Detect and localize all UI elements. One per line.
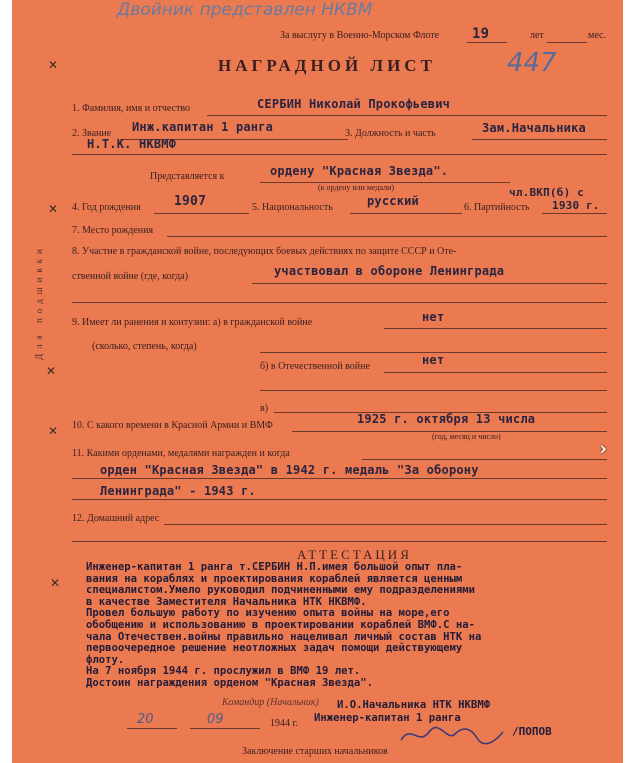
top-scrawl: Двойник представлен НКВМ bbox=[117, 0, 373, 20]
field-4-label: 4. Год рождения bbox=[72, 202, 141, 213]
footer-label: Заключение старших начальников bbox=[242, 746, 388, 757]
sheet-number: 447 bbox=[507, 48, 557, 78]
field-3-value-2: Н.Т.К. НКВМФ bbox=[87, 137, 177, 151]
attestation-line: Инженер-капитан 1 ранга т.СЕРБИН Н.П.имея большой опыт пла- bbox=[86, 561, 463, 573]
field-9-label-b: б) в Отечественной войне bbox=[260, 361, 370, 372]
attestation-line: Достоин награждения орденом "Красная Звезда". bbox=[86, 676, 374, 689]
signatory-name: /ПОПОВ bbox=[512, 725, 552, 738]
field-8-label-2: ственной войне (где, когда) bbox=[72, 271, 189, 282]
field-9-value-a: нет bbox=[422, 310, 445, 324]
date-day: 20 bbox=[137, 712, 154, 727]
attestation-line: специалистом.Умело руководил подчиненными ему подразделениями bbox=[86, 584, 476, 597]
signatory-role: И.О.Начальника НТК НКВМФ bbox=[337, 699, 491, 711]
field-11-label: 11. Какими орденами, медалями награжден и когда bbox=[72, 448, 290, 459]
field-6-value: чл.ВКП(б) с bbox=[509, 186, 585, 199]
field-5-label: 5. Национальность bbox=[252, 202, 333, 213]
binding-hole-mark: ✕ bbox=[48, 202, 59, 216]
attestation-line: флоту. bbox=[86, 653, 125, 666]
field-10-label: 10. С какого времени в Красной Армии и ВМФ bbox=[72, 420, 273, 431]
field-11-value-2: Ленинграда" - 1943 г. bbox=[100, 484, 256, 498]
field-9-sublabel: (сколько, степень, когда) bbox=[92, 341, 197, 352]
months-label: мес. bbox=[588, 30, 606, 41]
field-6-value-2: 1930 г. bbox=[552, 199, 600, 212]
field-9-label-v: в) bbox=[260, 403, 269, 414]
field-11-value: орден "Красная Звезда" в 1942 г. медаль "За оборону bbox=[100, 463, 479, 477]
field-2-label: 2. Звание bbox=[72, 128, 112, 139]
attestation-line: На 7 ноября 1944 г. прослужил в ВМФ 19 лет. bbox=[86, 665, 361, 678]
signatory-rank: Инженер-капитан 1 ранга bbox=[314, 712, 461, 724]
signature-mark bbox=[397, 720, 507, 748]
page-title: НАГРАДНОЙ ЛИСТ bbox=[218, 56, 436, 75]
field-3-label: 3. Должность и часть bbox=[345, 128, 436, 139]
field-4-value: 1907 bbox=[174, 194, 207, 209]
field-1-label: 1. Фамилия, имя и отчество bbox=[72, 103, 191, 114]
field-7-label: 7. Место рождения bbox=[72, 225, 154, 236]
years-value: 19 bbox=[472, 26, 490, 42]
date-year: 1944 г. bbox=[270, 718, 298, 729]
next-page-arrow-icon[interactable]: › bbox=[599, 436, 607, 460]
binding-margin-text: Для подшивки bbox=[34, 244, 44, 360]
date-month: 09 bbox=[207, 712, 224, 727]
field-6-label: 6. Партийность bbox=[464, 202, 530, 213]
field-8-label: 8. Участие в гражданской войне, последующих боевых действиях по защите СССР и Оте- bbox=[72, 246, 457, 257]
binding-hole-mark: ✕ bbox=[46, 364, 57, 378]
binding-hole-mark: ✕ bbox=[48, 58, 59, 72]
field-2-value: Инж.капитан 1 ранга bbox=[132, 120, 274, 134]
award-sheet bbox=[12, 0, 623, 763]
field-1-value: СЕРБИН Николай Прокофьевич bbox=[257, 97, 451, 111]
presented-sublabel: (к ордену или медали) bbox=[318, 183, 395, 192]
years-label: лет bbox=[530, 30, 544, 41]
binding-hole-mark: ✕ bbox=[48, 424, 59, 438]
presented-label: Представляется к bbox=[150, 171, 225, 182]
field-12-label: 12. Домашний адрес bbox=[72, 513, 160, 524]
field-9-value-b: нет bbox=[422, 353, 445, 367]
attestation-line: обобщению и использованию в проектировании кораблей ВМФ.С на- bbox=[86, 618, 476, 631]
binding-hole-mark: ✕ bbox=[50, 576, 61, 590]
commander-label: Командир (Начальник) bbox=[222, 697, 319, 708]
attestation-line: вания на кораблях и проектирования кораблей является ценным bbox=[86, 572, 463, 585]
attestation-title: АТТЕСТАЦИЯ bbox=[297, 547, 412, 562]
attestation-line: в качестве Заместителя Начальника НТК НКВМФ. bbox=[86, 595, 367, 608]
field-5-value: русский bbox=[367, 194, 419, 208]
field-3-value: Зам.Начальника bbox=[482, 121, 586, 135]
attestation-line: Провел большую работу по изучению опыта войны на море,его bbox=[86, 607, 450, 620]
fleet-service-label: За выслугу в Военно-Морском Флоте bbox=[280, 30, 440, 41]
attestation-line: первоочередное решение неотложных задач помощи действующему bbox=[86, 642, 463, 655]
field-9-label: 9. Имеет ли ранения и контузии: а) в гражданской войне bbox=[72, 317, 313, 328]
presented-value: ордену "Красная Звезда". bbox=[270, 164, 449, 178]
attestation-body bbox=[86, 562, 481, 690]
field-10-sublabel: (год, месяц и число) bbox=[432, 432, 501, 441]
attestation-line: чала Отечествен.войны правильно нацеливал личный состав НТК на bbox=[86, 630, 482, 643]
field-8-value: участвовал в обороне Ленинграда bbox=[274, 264, 505, 278]
field-10-value: 1925 г. октября 13 числа bbox=[357, 412, 536, 426]
